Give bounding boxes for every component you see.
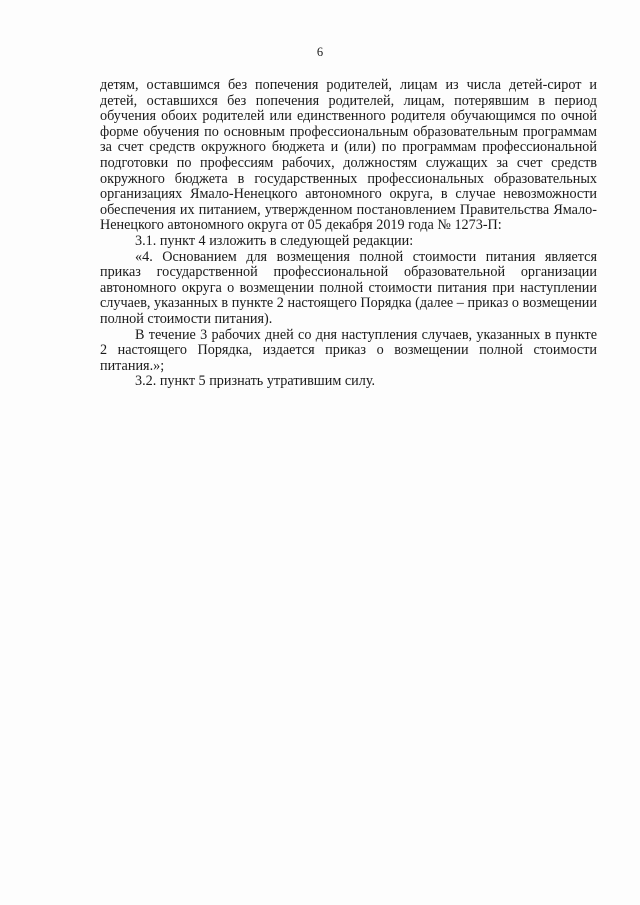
paragraph-item-3-2: 3.2. пункт 5 признать утратившим силу. <box>135 373 376 390</box>
document-body <box>100 78 597 390</box>
page-number: 6 <box>316 45 324 59</box>
paragraph-item-3-1: 3.1. пункт 4 изложить в следующей редакции: <box>135 232 414 249</box>
paragraph-item-4: «4. Основанием для возмещения полной стоимости питания является приказ государственной профессиональной образовательной организации автономного округа о возмещении полной стоимости питания при наступлении случаев, указанных в пункте 2 настоящего Порядка (далее – приказ о возмещении полной стоимости питания). <box>100 248 597 327</box>
paragraph-continuation: детям, оставшимся без попечения родителей, лицам из числа детей-сирот и детей, оставшихся без попечения родителей, лицам, потерявшим в период обучения обоих родителей или единственного родителя обучающимся по очной форме обучения по основным профессиональным образовательным программам за счет средств окружного бюджета и (или) по программам профессиональной подготовки по профессиям рабочих, должностям служащих за счет средств окружного бюджета в государственных профессиональных образовательных организациях Ямало-Ненецкого автономного округа, в случае невозможности обеспечения их питанием, утвержденном постановлением Правительства Ямало-Ненецкого автономного округа от 05 декабря 2019 года № 1273-П: <box>100 77 597 234</box>
paragraph-item-4-term: В течение 3 рабочих дней со дня наступления случаев, указанных в пункте 2 настоящего Порядка, издается приказ о возмещении полной стоимости питания.»; <box>100 326 597 374</box>
